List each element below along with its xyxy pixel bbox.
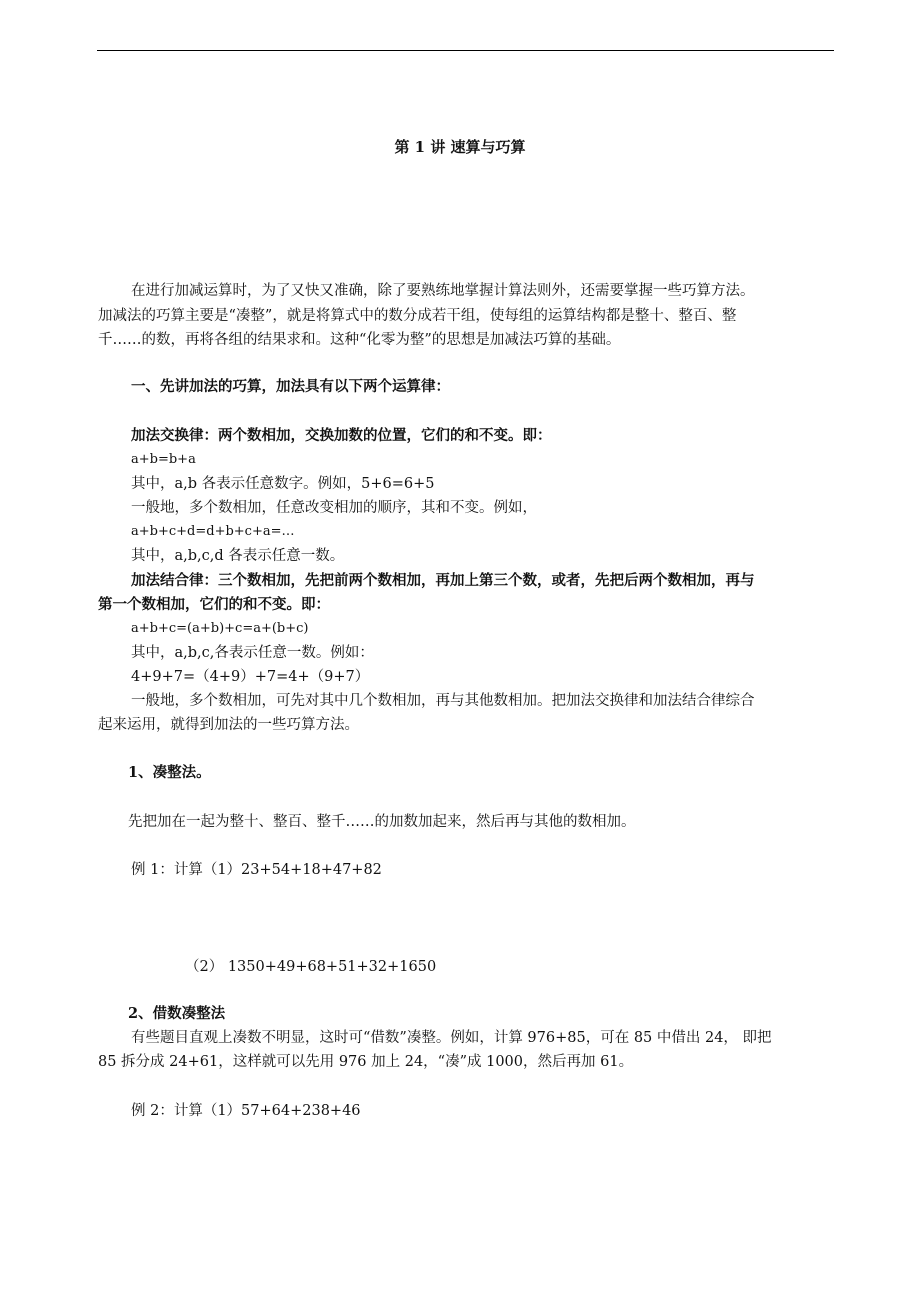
- intro-line-3: 千……的数，再将各组的结果求和。这种“化零为整”的思想是加减法巧算的基础。: [98, 332, 621, 348]
- commutative-note-2: 其中，a,b,c,d 各表示任意一数。: [131, 548, 345, 564]
- page-title: 第 1 讲 速算与巧算: [394, 138, 526, 156]
- example-1-part-2: （2） 1350+49+68+51+32+1650: [185, 959, 437, 975]
- method2-heading: 2、借数凑整法: [128, 1005, 226, 1022]
- section1-heading: 一、先讲加法的巧算，加法具有以下两个运算律：: [131, 378, 450, 395]
- associative-general-2: 起来运用，就得到加法的一些巧算方法。: [98, 717, 359, 733]
- associative-note: 其中，a,b,c,各表示任意一数。例如：: [131, 645, 374, 661]
- associative-formula: a+b+c=(a+b)+c=a+(b+c): [131, 621, 309, 636]
- associative-law-heading-2: 第一个数相加，它们的和不变。即：: [98, 596, 330, 613]
- commutative-general: 一般地，多个数相加，任意改变相加的顺序，其和不变。例如，: [131, 500, 537, 516]
- commutative-formula-2: a+b+c+d=d+b+c+a=…: [131, 524, 295, 539]
- intro-line-1: 在进行加减运算时，为了又快又准确，除了要熟练地掌握计算法则外，还需要掌握一些巧算方法。: [131, 283, 755, 299]
- commutative-formula: a+b=b+a: [131, 452, 196, 467]
- method1-desc: 先把加在一起为整十、整百、整千……的加数加起来，然后再与其他的数相加。: [128, 814, 636, 830]
- method2-desc-2: 85 拆分成 24+61，这样就可以先用 976 加上 24，“凑”成 1000，然后再加 61。: [98, 1054, 634, 1070]
- intro-line-2: 加减法的巧算主要是“凑整”，就是将算式中的数分成若干组，使每组的运算结构都是整十、整百、整: [98, 308, 737, 324]
- commutative-note: 其中，a,b 各表示任意数字。例如，5+6=6+5: [131, 476, 435, 492]
- associative-example: 4+9+7=（4+9）+7=4+（9+7）: [131, 669, 370, 685]
- example-2: 例 2：计算（1）57+64+238+46: [131, 1103, 361, 1119]
- associative-general-1: 一般地，多个数相加，可先对其中几个数相加，再与其他数相加。把加法交换律和加法结合律综合: [131, 693, 755, 709]
- method2-desc-1: 有些题目直观上凑数不明显，这时可“借数”凑整。例如，计算 976+85，可在 85 中借出 24， 即把: [131, 1030, 772, 1046]
- associative-law-heading-1: 加法结合律：三个数相加，先把前两个数相加，再加上第三个数，或者，先把后两个数相加，再与: [131, 572, 755, 589]
- header-rule: [97, 50, 834, 51]
- method1-heading: 1、凑整法。: [128, 764, 211, 781]
- commutative-law-heading: 加法交换律：两个数相加，交换加数的位置，它们的和不变。即：: [131, 427, 552, 444]
- example-1: 例 1：计算（1）23+54+18+47+82: [131, 862, 382, 878]
